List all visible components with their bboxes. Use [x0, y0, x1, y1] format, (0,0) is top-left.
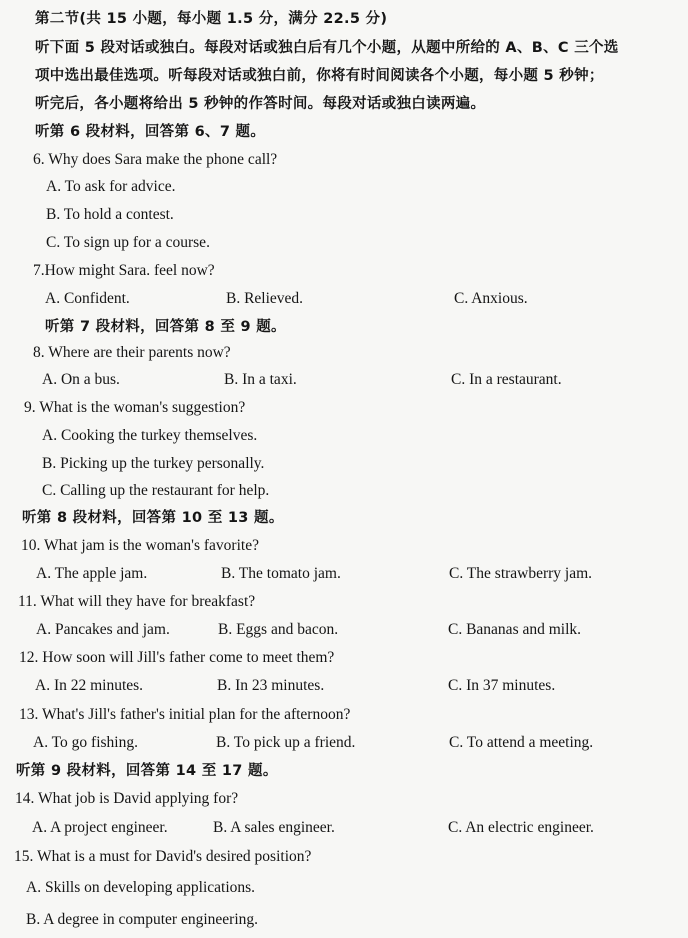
option-b: B. A degree in computer engineering. — [26, 911, 259, 928]
question-8: 8. Where are their parents now? — [33, 344, 231, 361]
option-c: C. The strawberry jam. — [449, 565, 593, 582]
instruction-line: 听完后，各小题将给出 5 秒钟的作答时间。每段对话或独白读两遍。 — [35, 96, 486, 112]
option-b: B. Relieved. — [226, 290, 304, 307]
option-a: A. In 22 minutes. — [35, 677, 144, 694]
question-14: 14. What job is David applying for? — [15, 790, 239, 807]
question-9: 9. What is the woman's suggestion? — [24, 399, 246, 416]
option-c: C. In 37 minutes. — [448, 677, 556, 694]
option-a: A. A project engineer. — [32, 819, 168, 836]
option-b: B. To pick up a friend. — [216, 734, 356, 751]
option-a: A. On a bus. — [42, 371, 120, 388]
instruction-line: 项中选出最佳选项。听每段对话或独白前，你将有时间阅读各个小题，每小题 5 秒钟； — [35, 68, 604, 84]
option-b: B. In a taxi. — [224, 371, 297, 388]
option-b: B. In 23 minutes. — [217, 677, 325, 694]
option-b: B. Eggs and bacon. — [218, 621, 339, 638]
question-13: 13. What's Jill's father's initial plan for the afternoon? — [19, 706, 351, 723]
question-15: 15. What is a must for David's desired position? — [14, 848, 312, 865]
option-a: A. Pancakes and jam. — [36, 621, 170, 638]
material-heading: 听第 7 段材料，回答第 8 至 9 题。 — [45, 319, 286, 335]
option-a: A. Cooking the turkey themselves. — [42, 427, 258, 444]
question-12: 12. How soon will Jill's father come to meet them? — [19, 649, 335, 666]
question-6: 6. Why does Sara make the phone call? — [33, 151, 278, 168]
option-a: A. The apple jam. — [36, 565, 148, 582]
option-c: C. To attend a meeting. — [449, 734, 594, 751]
option-c: C. In a restaurant. — [451, 371, 562, 388]
option-c: C. To sign up for a course. — [46, 234, 210, 251]
option-c: C. An electric engineer. — [448, 819, 594, 836]
instruction-line: 听下面 5 段对话或独白。每段对话或独白后有几个小题，从题中所给的 A、B、C 三个选 — [35, 40, 619, 56]
option-a: A. To ask for advice. — [46, 178, 176, 195]
material-heading: 听第 8 段材料，回答第 10 至 13 题。 — [22, 510, 284, 526]
option-b: B. The tomato jam. — [221, 565, 341, 582]
option-b: B. A sales engineer. — [213, 819, 335, 836]
option-b: B. Picking up the turkey personally. — [42, 455, 265, 472]
option-b: B. To hold a contest. — [46, 206, 174, 223]
section-title: 第二节(共 15 小题，每小题 1.5 分，满分 22.5 分) — [35, 11, 388, 27]
question-7: 7.How might Sara. feel now? — [33, 262, 215, 279]
question-10: 10. What jam is the woman's favorite? — [21, 537, 259, 554]
option-c: C. Bananas and milk. — [448, 621, 582, 638]
material-heading: 听第 9 段材料，回答第 14 至 17 题。 — [16, 763, 278, 779]
option-c: C. Calling up the restaurant for help. — [42, 482, 270, 499]
question-11: 11. What will they have for breakfast? — [18, 593, 256, 610]
option-a: A. To go fishing. — [33, 734, 138, 751]
option-a: A. Confident. — [45, 290, 130, 307]
material-heading: 听第 6 段材料，回答第 6、7 题。 — [35, 124, 266, 140]
option-a: A. Skills on developing applications. — [26, 879, 256, 896]
option-c: C. Anxious. — [454, 290, 528, 307]
